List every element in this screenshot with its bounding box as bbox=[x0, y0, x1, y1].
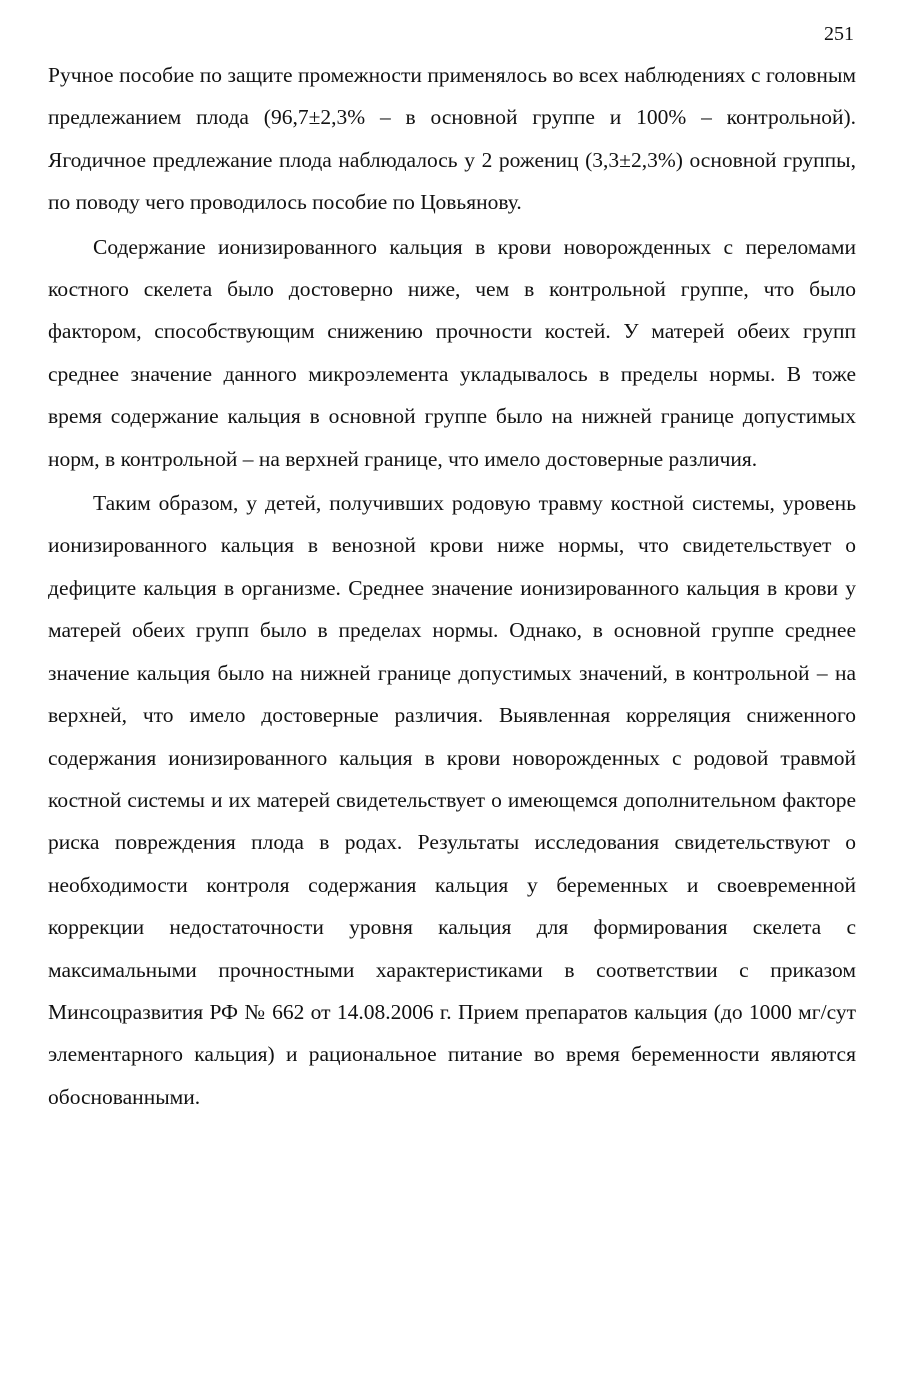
paragraph-perineum-protection: Ручное пособие по защите промежности применялось во всех наблюдениях с головным предлежанием плода (96,7±2,3% – в основной группе и 100% – контрольной). Ягодичное предлежание плода наблюдалось у 2 рожениц (3,3±2,3%) основной группы, по поводу чего проводилось пособие по Цовьянову. bbox=[48, 63, 856, 215]
paragraph-calcium-content: Содержание ионизированного кальция в крови новорожденных с переломами костного скелета было достоверно ниже, чем в контрольной группе, что было фактором, способствующим снижению прочности костей. У матерей обеих групп среднее значение данного микроэлемента укладывалось в пределы нормы. В тоже время содержание кальция в основной группе было на нижней границе допустимых норм, в контрольной – на верхней границе, что имело достоверные различия. bbox=[48, 234, 856, 471]
paragraph-conclusion: Таким образом, у детей, получивших родовую травму костной системы, уровень ионизированного кальция в венозной крови ниже нормы, что свидетельствует о дефиците кальция в организме. Среднее значение ионизированного кальция в крови у матерей обеих групп было в пределах нормы. Однако, в основной группе среднее значение кальция было на нижней границе допустимых значений, в контрольной – на верхней, что имело достоверные различия. Выявленная корреляция сниженного содержания ионизированного кальция в крови новорожденных с родовой травмой костной системы и их матерей свидетельствует о имеющемся дополнительном факторе риска повреждения плода в родах. Результаты исследования свидетельствуют о необходимости контроля содержания кальция у беременных и своевременной коррекции недостаточности уровня кальция для формирования скелета с максимальными прочностными характеристиками в соответствии с приказом Минсоцразвития РФ № 662 от 14.08.2006 г. Прием препаратов кальция (до 1000 мг/сут элементарного кальция) и рациональное питание во время беременности являются обоснованными. bbox=[48, 491, 856, 1109]
body-text bbox=[48, 54, 856, 1120]
page-number: 251 bbox=[824, 23, 854, 45]
